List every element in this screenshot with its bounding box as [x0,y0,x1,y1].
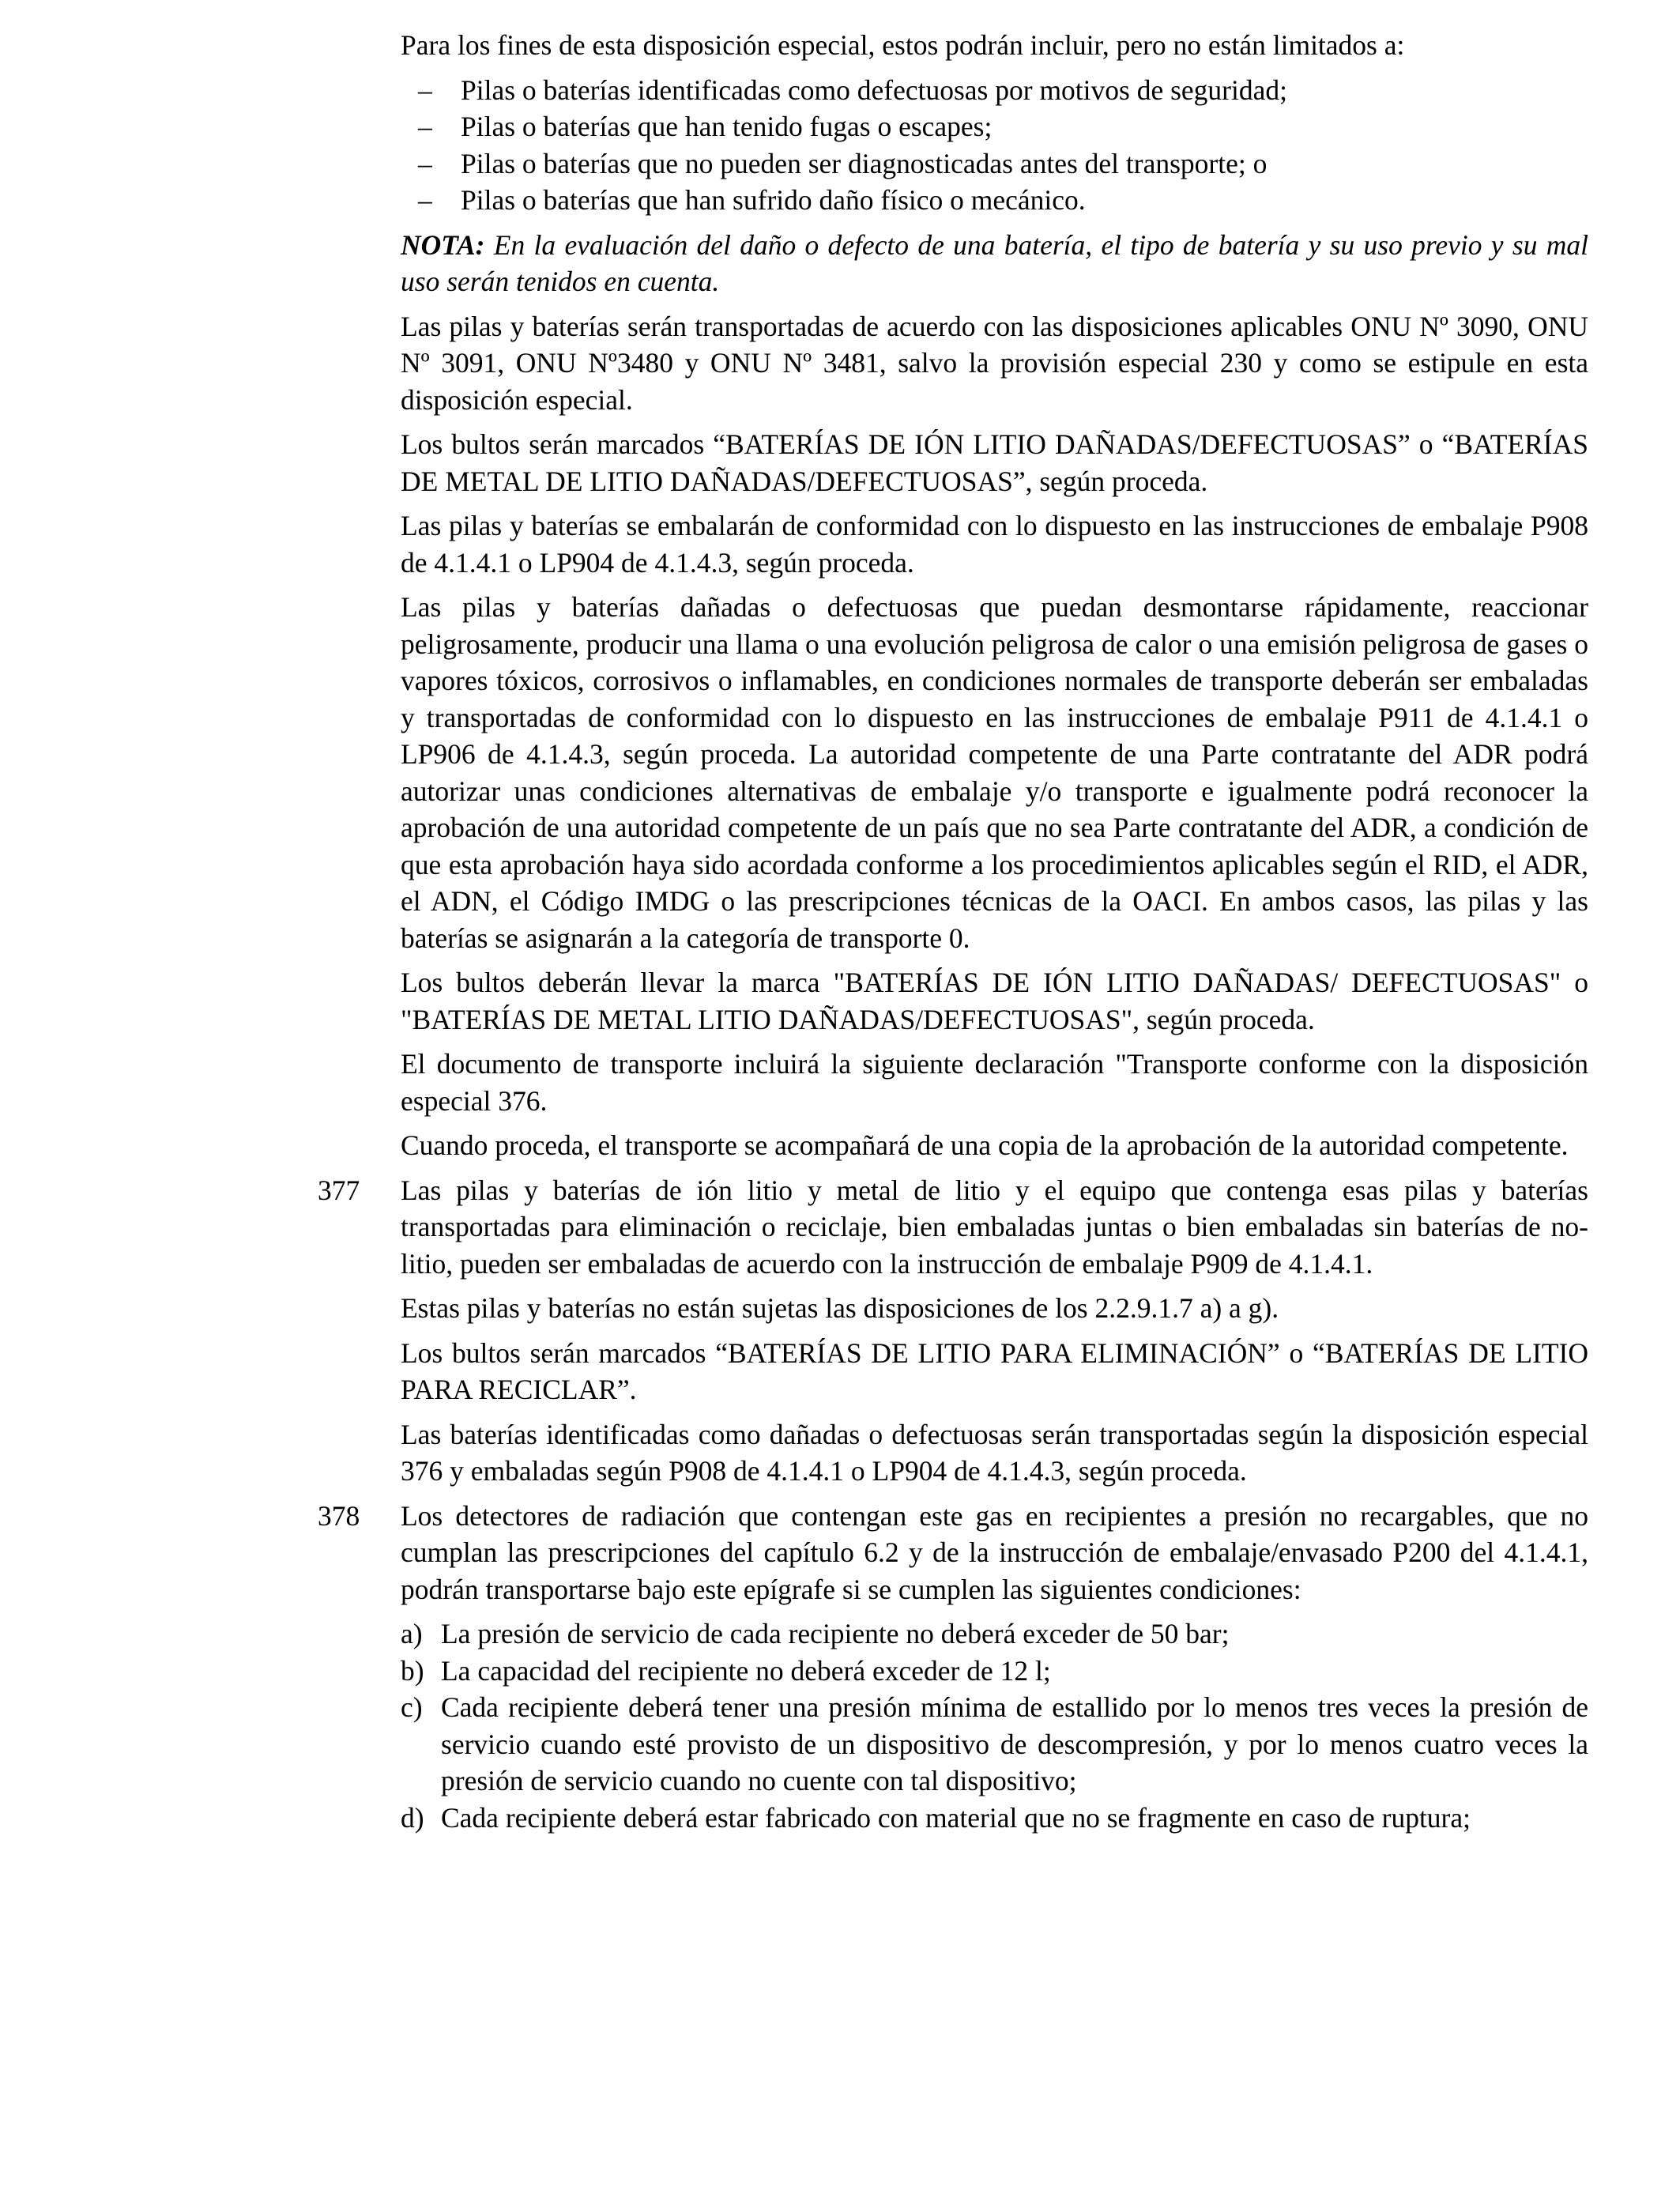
condition-list [401,1615,1588,1836]
paragraph: Los bultos serán marcados “BATERÍAS DE LITIO PARA ELIMINACIÓN” o “BATERÍAS DE LITIO PARA RECICLAR”. [401,1336,1588,1405]
list-item [401,1800,1588,1837]
item-marker: d) [401,1801,424,1834]
paragraph: Las pilas y baterías dañadas o defectuosas que puedan desmontarse rápidamente, reaccionar peligrosamente, producir una llama o una evolución peligrosa de calor o una emisión peligrosa de gases o vapores tóxicos, corrosivos o inflamables, en condiciones normales de transporte deberán ser embaladas y transportadas de conformidad con lo dispuesto en las instrucciones de embalaje P911 de 4.1.4.1 o LP906 de 4.1.4.3, según proceda. La autoridad competente de una Parte contratante del ADR podrá autorizar unas condiciones alternativas de embalaje y/o transporte e igualmente podrá reconocer la aprobación de una autoridad competente de un país que no sea Parte contratante del ADR, a condición de que esta aprobación haya sido acordada conforme a los procedimientos aplicables según el RID, el ADR, el ADN, el Código IMDG o las prescripciones técnicas de la OACI. En ambos casos, las pilas y las baterías se asignarán a la categoría de transporte 0. [401,591,1588,954]
list-item [401,72,1588,109]
item-marker: b) [401,1654,424,1687]
list-item-text: La presión de servicio de cada recipiente no deberá exceder de 50 bar; [441,1618,1230,1649]
paragraph: Los bultos deberán llevar la marca "BATERÍAS DE IÓN LITIO DAÑADAS/ DEFECTUOSAS" o "BATERÍAS DE METAL LITIO DAÑADAS/DEFECTUOSAS", según proceda. [401,967,1588,1035]
list-item [401,108,1588,145]
paragraph: Estas pilas y baterías no están sujetas las disposiciones de los 2.2.9.1.7 a) a g). [401,1292,1279,1324]
list-item-text: Pilas o baterías que han sufrido daño físico o mecánico. [461,184,1086,216]
dash-marker: – [418,147,432,179]
paragraph: Las baterías identificadas como dañadas o defectuosas serán transportadas según la disposición especial 376 y embaladas según P908 de 4.1.4.1 o LP904 de 4.1.4.3, según proceda. [401,1418,1588,1487]
note-label: NOTA: [401,228,485,261]
list-item-text: Pilas o baterías que han tenido fugas o escapes; [461,111,993,142]
list-item-text: La capacidad del recipiente no deberá exceder de 12 l; [441,1654,1051,1687]
paragraph-text: Las pilas y baterías de ión litio y metal de litio y el equipo que contenga esas pilas y baterías transportadas para eliminación o reciclaje, bien embaladas juntas o bien embaladas sin baterías de no-litio, pueden ser embaladas de acuerdo con la instrucción de embalaje P909 de 4.1.4.1. [401,1174,1588,1280]
provision-number: 377 [318,1174,360,1206]
note-paragraph [401,227,1588,300]
list-item [401,1653,1588,1690]
list-item-text: Cada recipiente deberá estar fabricado con material que no se fragmente en caso de ruptura; [441,1801,1471,1834]
dash-marker: – [418,184,432,216]
item-marker: c) [401,1691,423,1723]
list-item [401,1615,1588,1653]
dash-marker: – [418,74,432,106]
list-item-text: Pilas o baterías que no pueden ser diagnosticadas antes del transporte; o [461,147,1268,179]
list-item [401,145,1588,183]
list-item-text: Pilas o baterías identificadas como defectuosas por motivos de seguridad; [461,74,1287,106]
dash-list [401,72,1588,219]
provision-number: 378 [318,1499,360,1532]
item-marker: a) [401,1618,423,1649]
intro-paragraph: Para los fines de esta disposición especial, estos podrán incluir, pero no están limitados a: [401,29,1405,61]
paragraph-text: Los detectores de radiación que contengan este gas en recipientes a presión no recargables, que no cumplan las prescripciones del capítulo 6.2 y de la instrucción de embalaje/envasado P200 del 4.1.4.1, podrán transportarse bajo este epígrafe si se cumplen las siguientes condiciones: [401,1499,1588,1605]
paragraph: Las pilas y baterías serán transportadas de acuerdo con las disposiciones aplicables ONU Nº 3090, ONU Nº 3091, ONU Nº3480 y ONU Nº 3481, salvo la provisión especial 230 y como se estipule en esta disposición especial. [401,310,1588,416]
paragraph: Las pilas y baterías se embalarán de conformidad con lo dispuesto en las instrucciones de embalaje P908 de 4.1.4.1 o LP904 de 4.1.4.3, según proceda. [401,510,1588,579]
paragraph: Los bultos serán marcados “BATERÍAS DE IÓN LITIO DAÑADAS/DEFECTUOSAS” o “BATERÍAS DE METAL DE LITIO DAÑADAS/DEFECTUOSAS”, según proceda. [401,428,1588,497]
list-item-text: Cada recipiente deberá tener una presión mínima de estallido por lo menos tres veces la presión de servicio cuando esté provisto de un dispositivo de descompresión, y por lo menos cuatro veces la presión de servicio cuando no cuente con tal dispositivo; [441,1691,1588,1796]
document-page [318,27,1588,1844]
special-provision-378 [318,1498,1588,1608]
list-item [401,182,1588,219]
paragraph: Cuando proceda, el transporte se acompañará de una copia de la aprobación de la autoridad competente. [401,1129,1569,1161]
dash-marker: – [418,111,432,142]
paragraph: El documento de transporte incluirá la siguiente declaración "Transporte conforme con la disposición especial 376. [401,1048,1588,1117]
note-text: En la evaluación del daño o defecto de una batería, el tipo de batería y su uso previo y su mal uso serán tenidos en cuenta. [401,228,1588,297]
special-provision-377 [318,1172,1588,1283]
list-item [401,1689,1588,1800]
